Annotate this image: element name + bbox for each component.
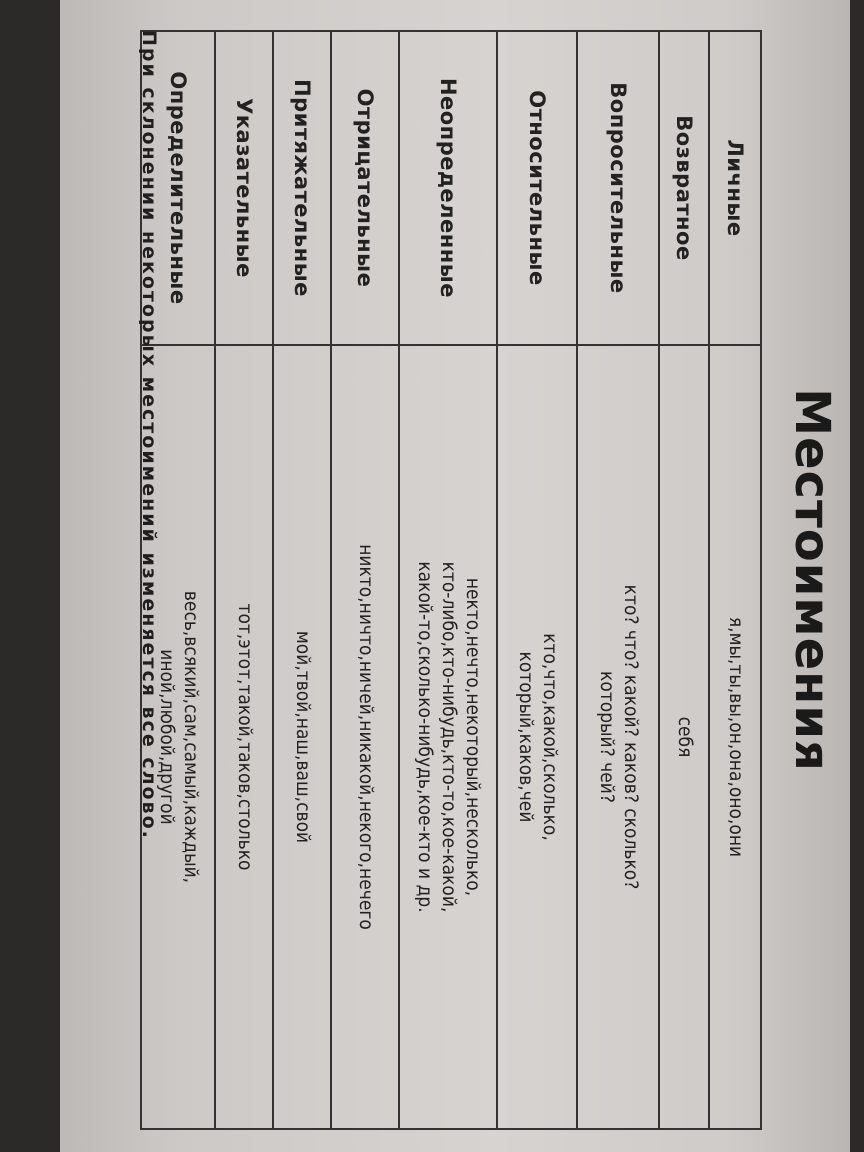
category-cell: Относительные — [497, 31, 577, 345]
table-row — [331, 31, 399, 1129]
examples-cell — [273, 345, 331, 1129]
example-line: я,мы,ты,вы,он,она,оно,они — [724, 616, 747, 858]
example-line: кто? что? какой? каков? сколько? — [619, 584, 642, 890]
footer-note: При склонении некоторых местоимений изменяется все слово. — [138, 30, 160, 840]
example-line: кто-либо,кто-нибудь,кто-то,кое-какой, — [437, 561, 460, 913]
examples-cell — [497, 345, 577, 1129]
table-row — [497, 31, 577, 1129]
example-line: который? чей? — [596, 671, 618, 803]
example-line: весь,всякий,сам,самый,каждый, — [179, 590, 202, 884]
category-cell: Отрицательные — [331, 31, 399, 345]
example-line: некто,нечто,некоторый,несколько, — [461, 577, 484, 897]
category-cell: Вопросительные — [577, 31, 659, 345]
category-cell: Указательные — [215, 31, 273, 345]
example-line: себя — [673, 716, 696, 758]
examples-cell — [659, 345, 709, 1129]
pronouns-table — [140, 30, 762, 1130]
example-line: тот,этот,такой,таков,столько — [233, 603, 256, 871]
examples-cell — [399, 345, 497, 1129]
category-cell: Возвратное — [659, 31, 709, 345]
example-line: который,каков,чей — [515, 651, 537, 823]
table-row — [659, 31, 709, 1129]
examples-cell — [215, 345, 273, 1129]
example-line: иной,любой,другой — [156, 649, 178, 825]
example-line: никто,ничто,ничей,никакой,некого,нечего — [354, 544, 377, 930]
category-cell: Неопределенные — [399, 31, 497, 345]
page-title: Местоимения — [784, 388, 840, 772]
examples-cell — [709, 345, 761, 1129]
book-page — [60, 0, 850, 1152]
example-line: какой-то,сколько-нибудь,кое-кто и др. — [414, 561, 437, 913]
table-row — [273, 31, 331, 1129]
category-cell: Личные — [709, 31, 761, 345]
rotated-content — [60, 0, 850, 1152]
table-row — [577, 31, 659, 1129]
examples-cell — [577, 345, 659, 1129]
table-row — [709, 31, 761, 1129]
example-line: мой,твой,наш,ваш,свой — [291, 630, 314, 844]
table-row — [215, 31, 273, 1129]
category-cell: Притяжательные — [273, 31, 331, 345]
table-row — [399, 31, 497, 1129]
example-line: кто,что,какой,сколько, — [538, 633, 561, 841]
examples-cell — [331, 345, 399, 1129]
category-cell: Определительные — [141, 31, 215, 345]
